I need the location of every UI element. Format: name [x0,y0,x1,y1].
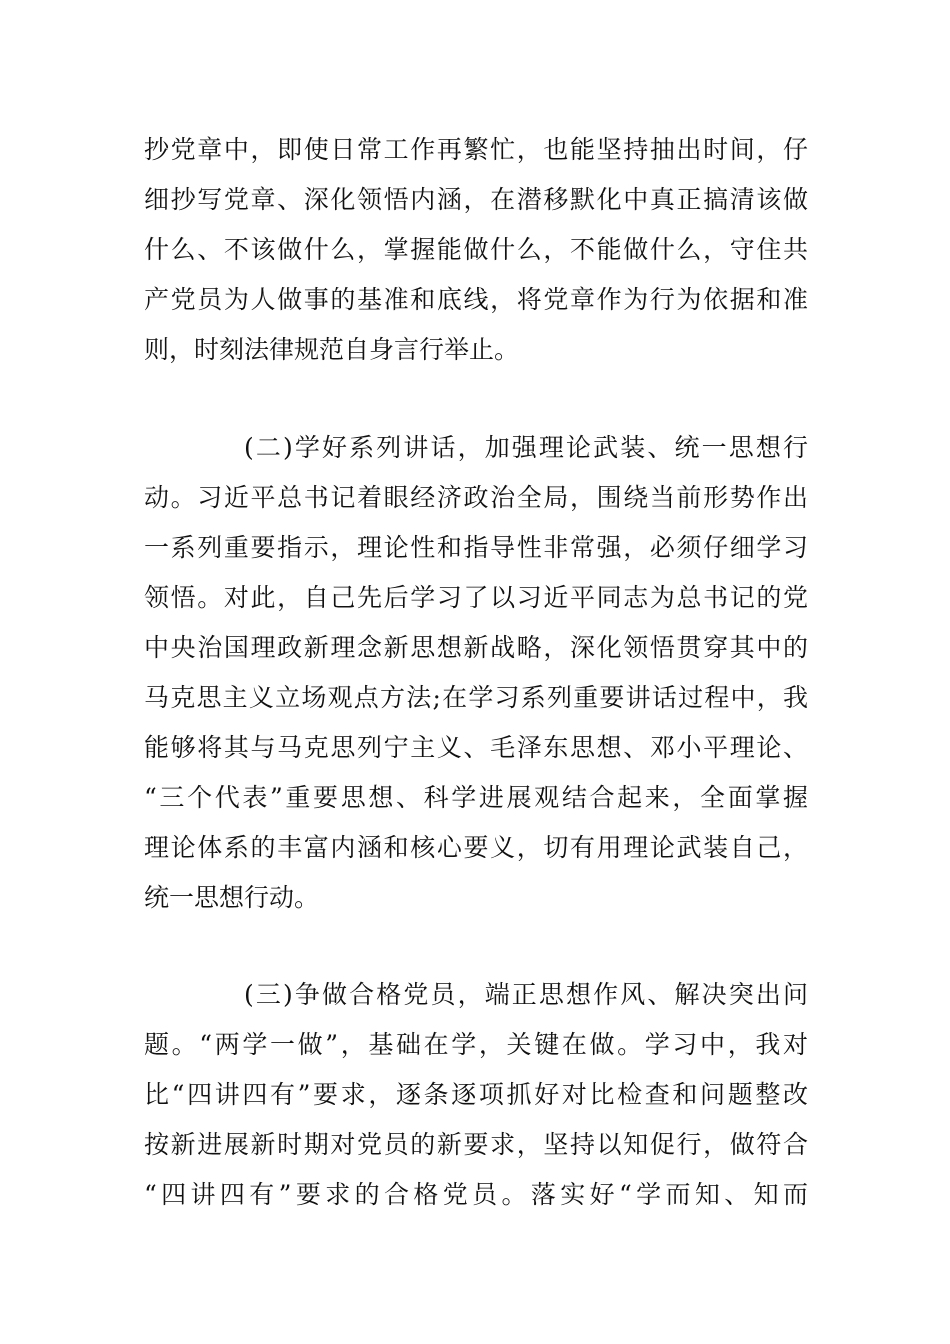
section-heading-line: (三)争做合格党员，端正思想作风、解决突出问 [244,980,808,1009]
text-line: 产党员为人做事的基准和底线，将党章作为行为依据和准 [144,285,808,314]
paragraph-3 [144,970,808,1220]
text-line: 能够将其与马克思列宁主义、毛泽东思想、邓小平理论、 [144,733,808,762]
text-line: 理论体系的丰富内涵和核心要义，切有用理论武装自己， [144,833,808,862]
paragraph-1 [144,125,808,375]
text-line: “三个代表”重要思想、科学进展观结合起来，全面掌握 [144,783,808,812]
text-line: 动。习近平总书记着眼经济政治全局，围绕当前形势作出 [144,483,808,512]
text-line: 按新进展新时期对党员的新要求，坚持以知促行，做符合 [144,1130,808,1159]
paragraph-2 [144,423,808,923]
text-line: 一系列重要指示，理论性和指导性非常强，必须仔细学习 [144,533,808,562]
text-line: 抄党章中，即使日常工作再繁忙，也能坚持抽出时间，仔 [144,135,808,164]
text-line: 中央治国理政新理念新思想新战略，深化领悟贯穿其中的 [144,633,808,662]
text-line: 领悟。对此，自己先后学习了以习近平同志为总书记的党 [144,583,808,612]
text-line: 马克思主义立场观点方法;在学习系列重要讲话过程中，我 [144,683,808,712]
text-line: 题。“两学一做”，基础在学，关键在做。学习中，我对 [144,1030,808,1059]
section-heading-line: (二)学好系列讲话，加强理论武装、统一思想行 [244,433,808,462]
text-line: 细抄写党章、深化领悟内涵，在潜移默化中真正搞清该做 [144,185,808,214]
text-line: 统一思想行动。 [144,883,320,912]
text-line: 什么、不该做什么，掌握能做什么，不能做什么，守住共 [144,235,808,264]
text-line: “四讲四有”要求的合格党员。落实好“学而知、知而 [144,1180,808,1209]
text-line: 比“四讲四有”要求，逐条逐项抓好对比检查和问题整改 [144,1080,808,1109]
text-line: 则，时刻法律规范自身言行举止。 [144,335,520,364]
